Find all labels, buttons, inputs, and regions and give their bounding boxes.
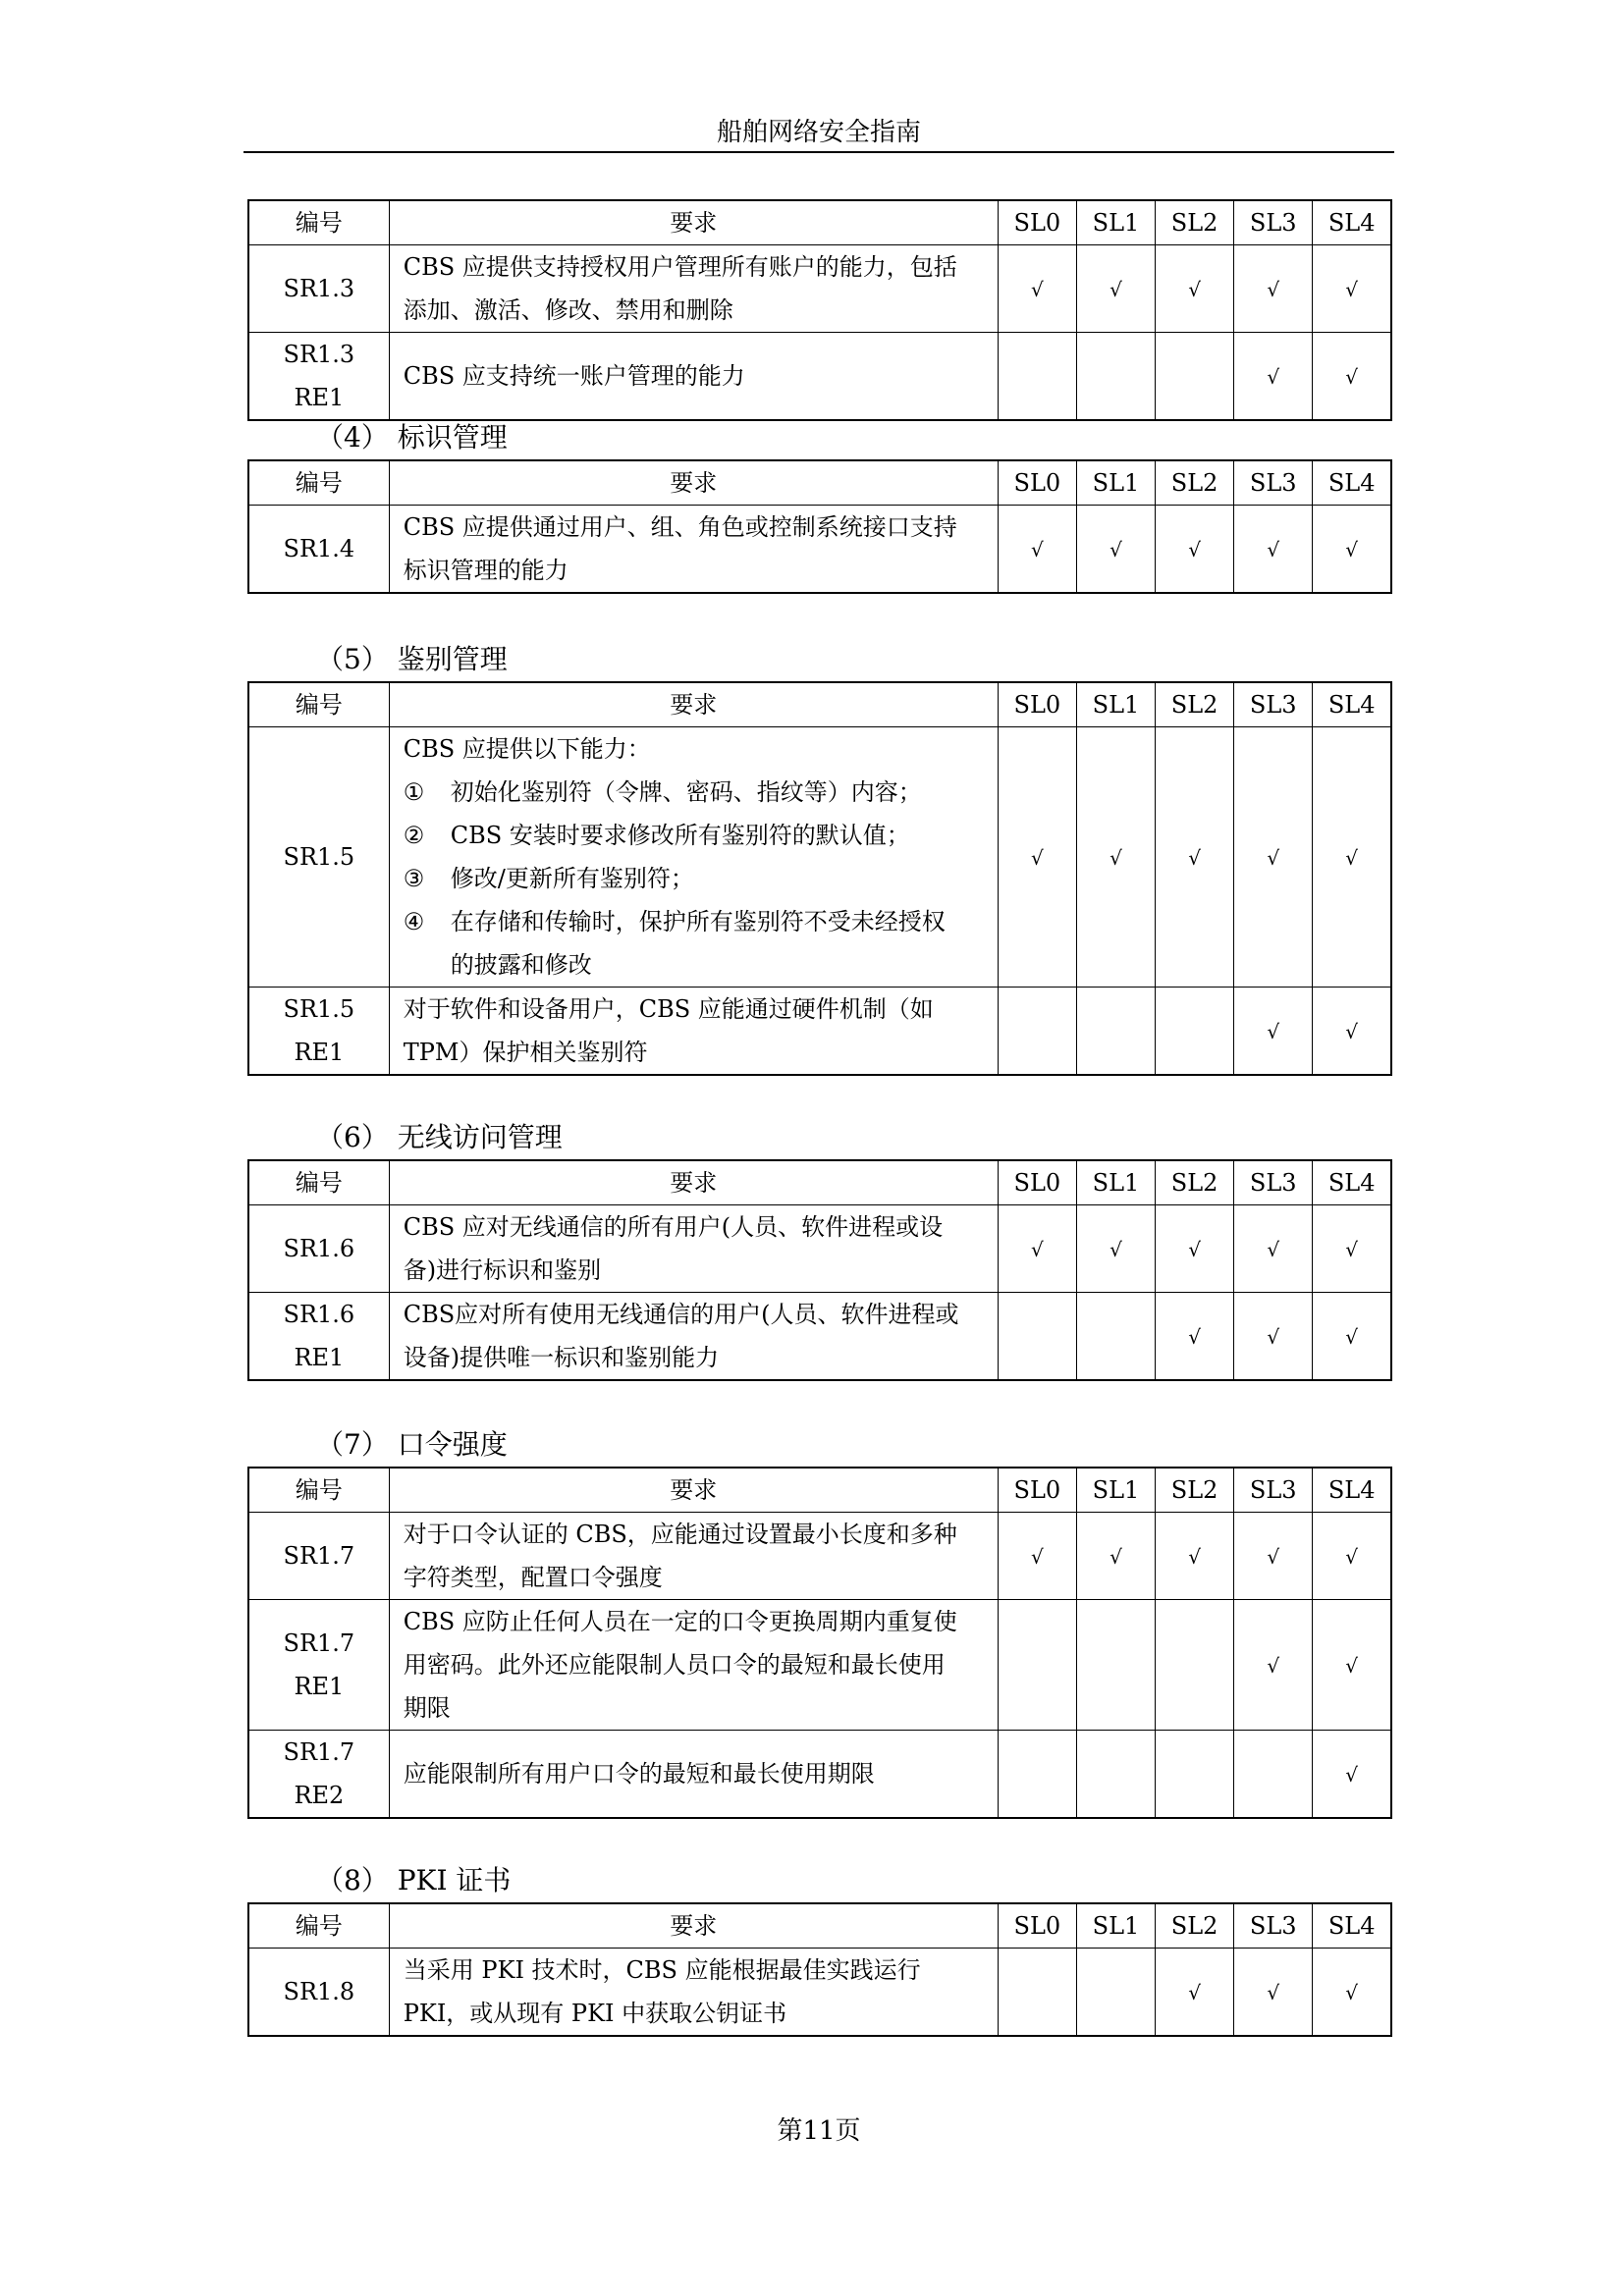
column-header: SL4	[1313, 682, 1391, 727]
table-row	[248, 333, 1391, 421]
security-level-cell-sl3	[1234, 1949, 1313, 2037]
security-level-cell-sl3	[1234, 1513, 1313, 1600]
requirement-text	[389, 1513, 998, 1600]
requirement-text	[389, 1205, 998, 1293]
column-header: SL2	[1156, 1468, 1234, 1513]
security-level-cell-sl4	[1313, 1513, 1391, 1600]
security-level-cell-sl1	[1076, 1513, 1155, 1600]
check-mark: √	[1110, 1237, 1122, 1261]
security-level-cell-sl4	[1313, 988, 1391, 1076]
column-header: 要求	[389, 682, 998, 727]
column-header: 编号	[248, 200, 389, 245]
column-header: 要求	[389, 460, 998, 506]
requirement-text-line: 对于口令认证的 CBS，应能通过设置最小长度和多种	[403, 1521, 957, 1548]
table-row	[248, 1949, 1391, 2037]
running-header: 船舶网络安全指南	[716, 118, 921, 147]
security-level-cell-sl1	[1076, 506, 1155, 594]
security-level-cell-sl0	[998, 506, 1076, 594]
section-heading: （4） 标识管理	[316, 421, 508, 454]
column-header: SL1	[1076, 1468, 1155, 1513]
requirement-text-line: CBS 应对无线通信的所有用户(人员、软件进程或设	[403, 1213, 944, 1241]
column-header: SL1	[1076, 682, 1155, 727]
check-mark: √	[1267, 845, 1280, 870]
column-header: SL0	[998, 682, 1076, 727]
requirement-id-line: SR1.7	[283, 1542, 355, 1570]
check-mark: √	[1110, 1544, 1122, 1569]
table-header-row	[248, 682, 1391, 727]
security-level-cell-sl1	[1076, 1731, 1155, 1819]
requirement-text	[389, 1949, 998, 2037]
column-header: SL4	[1313, 200, 1391, 245]
section-heading: （6） 无线访问管理	[316, 1121, 563, 1153]
column-header: SL3	[1234, 460, 1313, 506]
requirement-text-line: 当采用 PKI 技术时，CBS 应能根据最佳实践运行	[403, 1956, 921, 1984]
requirement-id-line: SR1.3	[283, 341, 355, 368]
column-header: SL0	[998, 460, 1076, 506]
requirement-id	[248, 1205, 389, 1293]
security-level-cell-sl1	[1076, 1600, 1155, 1731]
security-level-cell-sl3	[1234, 333, 1313, 421]
security-level-cell-sl1	[1076, 727, 1155, 988]
requirement-text-line: CBS 应防止任何人员在一定的口令更换周期内重复使	[403, 1608, 957, 1635]
requirement-list-item	[404, 857, 984, 900]
security-level-cell-sl3	[1234, 506, 1313, 594]
security-level-cell-sl2	[1156, 245, 1234, 333]
check-mark: √	[1110, 537, 1122, 561]
list-item-text: CBS 安装时要求修改所有鉴别符的默认值；	[450, 822, 910, 849]
section-heading: （7） 口令强度	[316, 1428, 508, 1461]
check-mark: √	[1267, 1237, 1280, 1261]
security-level-cell-sl2	[1156, 506, 1234, 594]
table-header-row	[248, 460, 1391, 506]
requirement-text-line: 对于软件和设备用户，CBS 应能通过硬件机制（如	[403, 995, 934, 1023]
requirement-text	[389, 1731, 998, 1819]
check-mark: √	[1188, 1980, 1201, 2004]
requirement-id-line: RE1	[294, 1673, 345, 1700]
table-row	[248, 1205, 1391, 1293]
column-header: 要求	[389, 1468, 998, 1513]
check-mark: √	[1345, 1762, 1359, 1787]
security-level-cell-sl3	[1234, 245, 1313, 333]
requirement-text-line: PKI，或从现有 PKI 中获取公钥证书	[403, 2000, 787, 2027]
requirement-id-line: RE1	[294, 384, 345, 411]
check-mark: √	[1267, 277, 1280, 301]
security-level-cell-sl3	[1234, 1600, 1313, 1731]
requirement-text	[389, 988, 998, 1076]
check-mark: √	[1345, 1237, 1359, 1261]
column-header: SL2	[1156, 460, 1234, 506]
security-level-cell-sl2	[1156, 1731, 1234, 1819]
column-header: 要求	[389, 200, 998, 245]
security-level-cell-sl2	[1156, 333, 1234, 421]
requirement-text	[389, 1293, 998, 1381]
security-level-cell-sl4	[1313, 333, 1391, 421]
section-heading: （8） PKI 证书	[316, 1864, 512, 1896]
page-number: 第11页	[777, 2116, 861, 2146]
security-level-cell-sl4	[1313, 506, 1391, 594]
security-level-cell-sl0	[998, 988, 1076, 1076]
requirements-table	[247, 199, 1392, 421]
list-item-number: ②	[403, 822, 425, 849]
table-row	[248, 1513, 1391, 1600]
security-level-cell-sl4	[1313, 1293, 1391, 1381]
table-row	[248, 1600, 1391, 1731]
requirement-text-line: 添加、激活、修改、禁用和删除	[403, 296, 733, 324]
requirement-id-line: RE1	[294, 1039, 345, 1066]
security-level-cell-sl2	[1156, 727, 1234, 988]
column-header: SL4	[1313, 460, 1391, 506]
requirement-text-line: CBS 应支持统一账户管理的能力	[403, 362, 745, 390]
table-row	[248, 988, 1391, 1076]
security-level-cell-sl2	[1156, 1600, 1234, 1731]
security-level-cell-sl4	[1313, 727, 1391, 988]
requirements-table	[247, 1902, 1392, 2037]
requirement-text-line: 期限	[403, 1694, 451, 1722]
check-mark: √	[1345, 537, 1359, 561]
check-mark: √	[1188, 1237, 1201, 1261]
column-header: SL3	[1234, 200, 1313, 245]
requirements-table	[247, 681, 1392, 1076]
header-rule	[244, 151, 1394, 153]
requirement-text-line: CBS 应提供通过用户、组、角色或控制系统接口支持	[403, 513, 957, 541]
check-mark: √	[1110, 277, 1122, 301]
check-mark: √	[1267, 537, 1280, 561]
list-item-number: ③	[403, 865, 425, 892]
check-mark: √	[1345, 1653, 1359, 1678]
requirement-id-line: SR1.4	[283, 535, 355, 562]
check-mark: √	[1030, 537, 1044, 561]
requirement-id-line: SR1.3	[283, 275, 355, 302]
requirement-text-line: 设备)提供唯一标识和鉴别能力	[403, 1344, 720, 1371]
table-header-row	[248, 1468, 1391, 1513]
column-header: SL3	[1234, 1468, 1313, 1513]
column-header: SL2	[1156, 1160, 1234, 1205]
column-header: SL0	[998, 1160, 1076, 1205]
security-level-cell-sl0	[998, 1949, 1076, 2037]
requirement-list-item	[404, 771, 984, 814]
requirement-text-line: 备)进行标识和鉴别	[403, 1256, 602, 1284]
column-header: SL1	[1076, 200, 1155, 245]
column-header: SL2	[1156, 682, 1234, 727]
column-header: 编号	[248, 1468, 389, 1513]
requirement-intro: CBS 应提供以下能力：	[403, 735, 651, 763]
requirement-id-line: SR1.7	[283, 1629, 355, 1657]
column-header: SL3	[1234, 1160, 1313, 1205]
requirement-id	[248, 506, 389, 594]
column-header: SL1	[1076, 1903, 1155, 1949]
requirement-text-line: 标识管理的能力	[403, 557, 568, 584]
column-header: SL4	[1313, 1903, 1391, 1949]
column-header: 编号	[248, 1903, 389, 1949]
check-mark: √	[1267, 364, 1280, 389]
security-level-cell-sl2	[1156, 1293, 1234, 1381]
list-item-text: 修改/更新所有鉴别符；	[450, 865, 694, 892]
requirement-id	[248, 1600, 389, 1731]
requirement-id	[248, 1293, 389, 1381]
security-level-cell-sl0	[998, 333, 1076, 421]
security-level-cell-sl3	[1234, 1731, 1313, 1819]
security-level-cell-sl4	[1313, 245, 1391, 333]
security-level-cell-sl3	[1234, 1293, 1313, 1381]
table-header-row	[248, 200, 1391, 245]
check-mark: √	[1345, 1980, 1359, 2004]
requirement-section	[247, 1116, 1392, 1381]
check-mark: √	[1030, 1544, 1044, 1569]
requirements-table	[247, 1467, 1392, 1819]
requirement-id-line: SR1.5	[283, 995, 355, 1023]
security-level-cell-sl1	[1076, 1293, 1155, 1381]
requirement-text-line: 字符类型，配置口令强度	[403, 1564, 663, 1591]
requirement-text	[389, 333, 998, 421]
requirements-table	[247, 1159, 1392, 1381]
requirement-id	[248, 1513, 389, 1600]
requirement-id-line: RE2	[294, 1782, 345, 1809]
security-level-cell-sl2	[1156, 988, 1234, 1076]
requirement-section	[247, 1423, 1392, 1819]
requirement-text	[389, 1600, 998, 1731]
column-header: SL0	[998, 1468, 1076, 1513]
table-row	[248, 506, 1391, 594]
column-header: SL0	[998, 1903, 1076, 1949]
column-header: 要求	[389, 1160, 998, 1205]
security-level-cell-sl3	[1234, 988, 1313, 1076]
security-level-cell-sl1	[1076, 1949, 1155, 2037]
security-level-cell-sl3	[1234, 1205, 1313, 1293]
column-header: SL2	[1156, 1903, 1234, 1949]
security-level-cell-sl4	[1313, 1731, 1391, 1819]
requirement-id-line: SR1.5	[283, 843, 355, 871]
security-level-cell-sl0	[998, 245, 1076, 333]
requirement-section	[247, 416, 1392, 594]
check-mark: √	[1267, 1544, 1280, 1569]
security-level-cell-sl3	[1234, 727, 1313, 988]
security-level-cell-sl2	[1156, 1205, 1234, 1293]
check-mark: √	[1188, 845, 1201, 870]
security-level-cell-sl4	[1313, 1949, 1391, 2037]
check-mark: √	[1267, 1324, 1280, 1349]
requirement-id	[248, 1731, 389, 1819]
requirement-id	[248, 245, 389, 333]
requirement-id	[248, 988, 389, 1076]
requirement-section	[247, 1859, 1392, 2037]
list-item-number: ④	[403, 908, 425, 935]
check-mark: √	[1267, 1019, 1280, 1043]
security-level-cell-sl1	[1076, 245, 1155, 333]
requirement-section	[247, 199, 1392, 421]
column-header: SL0	[998, 200, 1076, 245]
check-mark: √	[1345, 277, 1359, 301]
check-mark: √	[1188, 277, 1201, 301]
section-heading: （5） 鉴别管理	[316, 643, 508, 675]
check-mark: √	[1030, 277, 1044, 301]
requirement-id-line: SR1.7	[283, 1738, 355, 1766]
requirement-id	[248, 1949, 389, 2037]
column-header: SL1	[1076, 1160, 1155, 1205]
security-level-cell-sl1	[1076, 1205, 1155, 1293]
check-mark: √	[1345, 1544, 1359, 1569]
security-level-cell-sl4	[1313, 1205, 1391, 1293]
list-item-text: 的披露和修改	[450, 951, 592, 979]
requirement-id	[248, 727, 389, 988]
column-header: SL1	[1076, 460, 1155, 506]
check-mark: √	[1345, 845, 1359, 870]
check-mark: √	[1345, 1324, 1359, 1349]
column-header: SL2	[1156, 200, 1234, 245]
requirement-id-line: SR1.6	[283, 1301, 355, 1328]
check-mark: √	[1345, 364, 1359, 389]
check-mark: √	[1267, 1980, 1280, 2004]
check-mark: √	[1267, 1653, 1280, 1678]
column-header: SL4	[1313, 1468, 1391, 1513]
column-header: 要求	[389, 1903, 998, 1949]
requirement-list-item	[404, 814, 984, 857]
requirement-id-line: RE1	[294, 1344, 345, 1371]
column-header: SL4	[1313, 1160, 1391, 1205]
requirement-text-line: CBS应对所有使用无线通信的用户(人员、软件进程或	[403, 1301, 959, 1328]
requirement-text-line: 应能限制所有用户口令的最短和最长使用期限	[403, 1760, 875, 1788]
table-header-row	[248, 1903, 1391, 1949]
requirement-text	[389, 245, 998, 333]
requirement-text	[389, 506, 998, 594]
check-mark: √	[1030, 1237, 1044, 1261]
table-row	[248, 727, 1391, 988]
requirement-id-line: SR1.6	[283, 1235, 355, 1262]
list-item-text: 初始化鉴别符（令牌、密码、指纹等）内容；	[450, 778, 922, 806]
table-header-row	[248, 1160, 1391, 1205]
check-mark: √	[1188, 1324, 1201, 1349]
check-mark: √	[1188, 1544, 1201, 1569]
security-level-cell-sl1	[1076, 988, 1155, 1076]
requirement-text-line: 用密码。此外还应能限制人员口令的最短和最长使用	[403, 1651, 946, 1679]
security-level-cell-sl0	[998, 1293, 1076, 1381]
security-level-cell-sl1	[1076, 333, 1155, 421]
requirement-id	[248, 333, 389, 421]
requirement-text	[389, 727, 998, 988]
security-level-cell-sl0	[998, 727, 1076, 988]
security-level-cell-sl2	[1156, 1513, 1234, 1600]
column-header: SL3	[1234, 1903, 1313, 1949]
list-item-text: 在存储和传输时，保护所有鉴别符不受未经授权	[450, 908, 946, 935]
requirement-text-line: CBS 应提供支持授权用户管理所有账户的能力，包括	[403, 253, 957, 281]
requirement-list-item	[404, 900, 984, 943]
security-level-cell-sl4	[1313, 1600, 1391, 1731]
requirement-text-line: TPM）保护相关鉴别符	[403, 1039, 648, 1066]
requirement-section	[247, 638, 1392, 1076]
check-mark: √	[1030, 845, 1044, 870]
check-mark: √	[1110, 845, 1122, 870]
security-level-cell-sl2	[1156, 1949, 1234, 2037]
table-row	[248, 1731, 1391, 1819]
security-level-cell-sl0	[998, 1205, 1076, 1293]
table-row	[248, 1293, 1391, 1381]
requirement-id-line: SR1.8	[283, 1978, 355, 2005]
column-header: 编号	[248, 460, 389, 506]
column-header: 编号	[248, 1160, 389, 1205]
security-level-cell-sl0	[998, 1513, 1076, 1600]
requirements-table	[247, 459, 1392, 594]
column-header: SL3	[1234, 682, 1313, 727]
column-header: 编号	[248, 682, 389, 727]
check-mark: √	[1345, 1019, 1359, 1043]
security-level-cell-sl0	[998, 1600, 1076, 1731]
check-mark: √	[1188, 537, 1201, 561]
security-level-cell-sl0	[998, 1731, 1076, 1819]
list-item-number: ①	[403, 778, 425, 806]
table-row	[248, 245, 1391, 333]
